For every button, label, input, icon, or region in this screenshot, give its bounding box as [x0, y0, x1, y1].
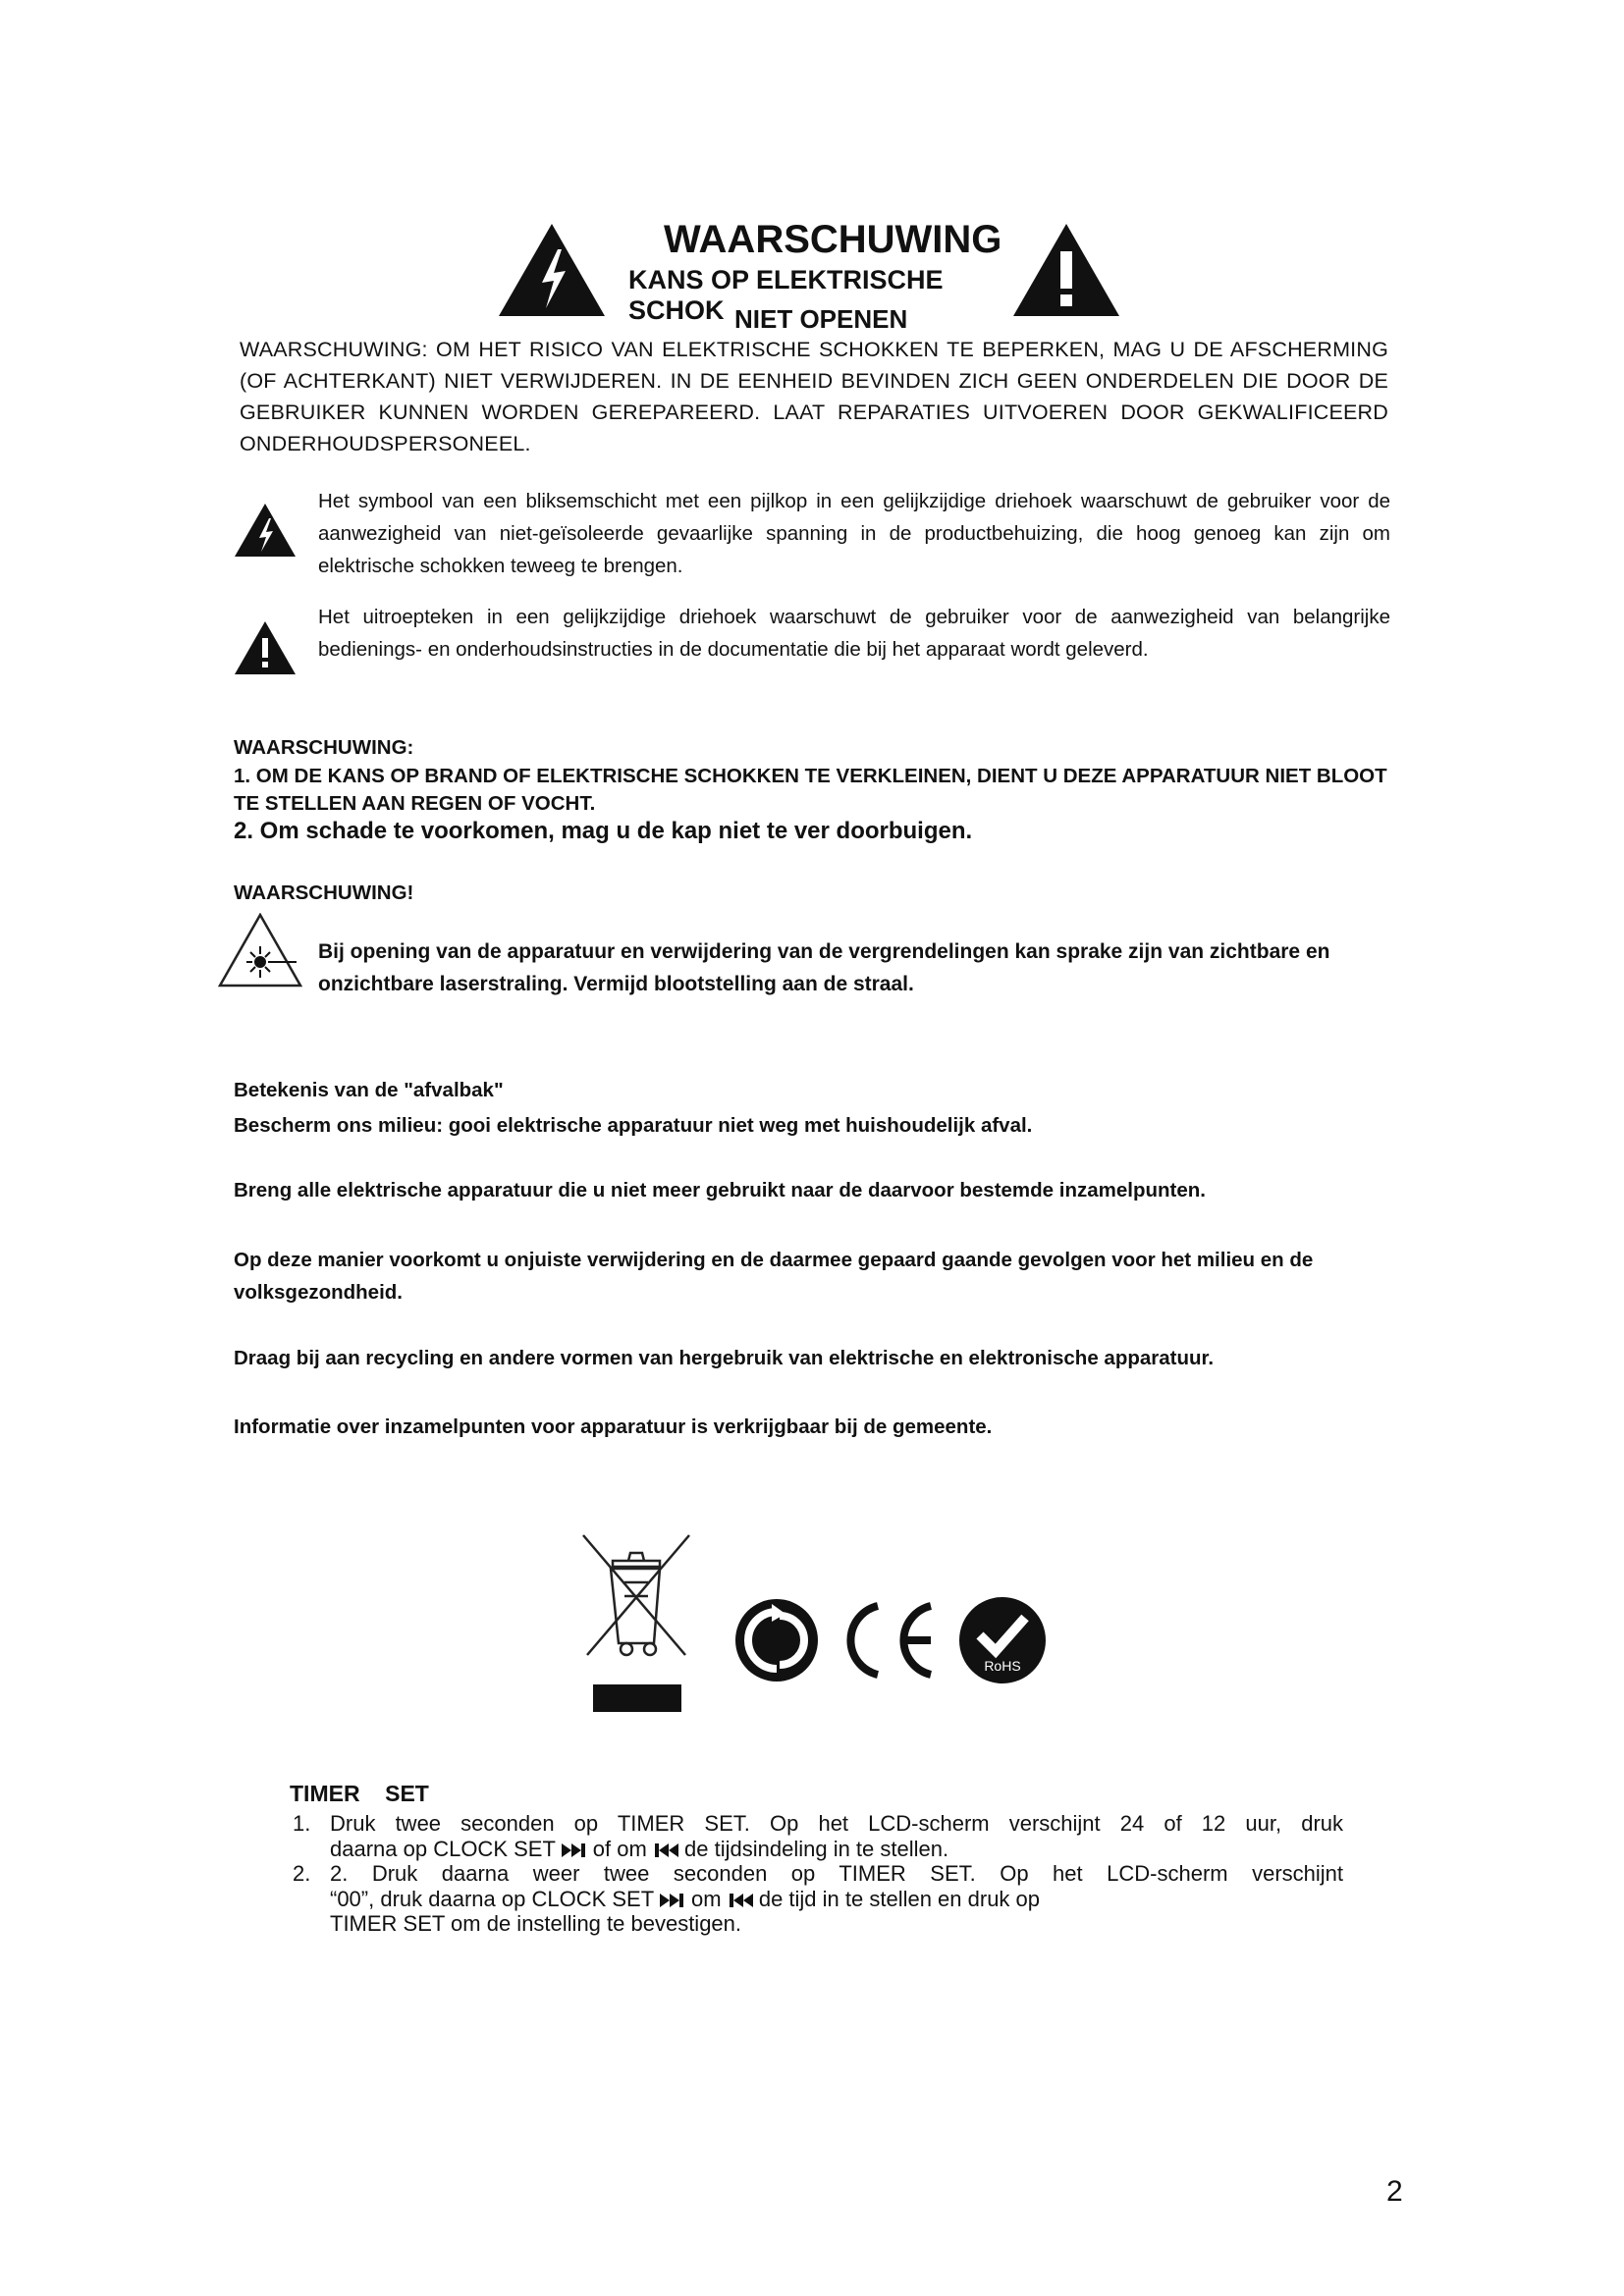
green-dot-icon	[734, 1598, 819, 1682]
page-title: WAARSCHUWING	[664, 218, 1002, 261]
weee-bin-icon	[577, 1527, 695, 1724]
timer-step-1	[293, 1811, 1343, 1861]
exclamation-symbol-row	[234, 601, 1392, 669]
previous-track-icon	[728, 1894, 753, 1907]
warning-item-1: 1. OM DE KANS OP BRAND OF ELEKTRISCHE SCHOKKEN TE VERKLEINEN, DIENT U DEZE APPARATUUR NIET BLOOT TE STELLEN AAN REGEN OF VOCHT.	[234, 765, 1387, 815]
page-subtitle-2: NIET OPENEN	[734, 304, 908, 334]
waste-heading: Betekenis van de "afvalbak"	[234, 1079, 504, 1101]
exclamation-warning-icon	[1011, 222, 1121, 318]
exclamation-symbol-icon	[234, 620, 297, 675]
waste-paragraph-2: Breng alle elektrische apparatuur die u niet meer gebruikt naar de daarvoor bestemde inzamelpunten.	[234, 1179, 1206, 1201]
exclamation-symbol-text: Het uitroepteken in een gelijkzijdige driehoek waarschuwt de gebruiker voor de aanwezigheid van belangrijke bedienings- en onderhoudsinstructies in de documentatie die bij het apparaat wordt geleverd.	[318, 606, 1390, 661]
waste-paragraph-3: Op deze manier voorkomt u onjuiste verwijdering en de daarmee gepaard gaande gevolgen voor het milieu en de volksgezondheid.	[234, 1249, 1314, 1304]
next-track-icon	[660, 1894, 685, 1907]
previous-track-icon	[653, 1843, 678, 1857]
warning-heading: WAARSCHUWING:	[234, 736, 414, 759]
step-1-line-2-c: de tijdsindeling in te stellen.	[684, 1836, 949, 1861]
waste-paragraph-5: Informatie over inzamelpunten voor apparatuur is verkrijgbaar bij de gemeente.	[234, 1415, 993, 1438]
lightning-symbol-icon	[234, 503, 297, 558]
step-2-line-2-b: om	[691, 1886, 722, 1911]
step-number: 1.	[293, 1811, 311, 1836]
ce-label	[0, 0, 1, 1]
page-subtitle: KANS OP ELEKTRISCHE SCHOK	[628, 265, 944, 325]
lightning-warning-icon	[497, 222, 607, 318]
waste-paragraph-4: Draag bij aan recycling en andere vormen van hergebruik van elektrische en elektronische apparatuur.	[234, 1347, 1215, 1369]
step-2-line-1: 2. Druk daarna weer twee seconden op TIMER SET. Op het LCD-scherm verschijnt	[330, 1861, 1343, 1886]
next-track-icon	[562, 1843, 587, 1857]
laser-warning-icon	[218, 913, 302, 988]
step-1-line-1: Druk twee seconden op TIMER SET. Op het LCD-scherm verschijnt 24 of 12 uur, druk	[330, 1811, 1343, 1836]
page-number: 2	[1386, 2175, 1403, 2208]
step-1-line-2-b: of om	[592, 1836, 647, 1861]
timer-set-list	[293, 1811, 1343, 1937]
rohs-icon	[958, 1596, 1047, 1684]
lightning-symbol-row	[234, 485, 1392, 583]
intro-warning-text: WAARSCHUWING: OM HET RISICO VAN ELEKTRISCHE SCHOKKEN TE BEPERKEN, MAG U DE AFSCHERMING (OF ACHTERKANT) NIET VERWIJDEREN. IN DE EENHEID BEVINDEN ZICH GEEN ONDERDELEN DIE DOOR DE GEBRUIKER KUNNEN WORDEN GEREPAREERD. LAAT REPARATIES UITVOEREN DOOR GEKWALIFICEERD ONDERHOUDSPERSONEEL.	[240, 338, 1388, 455]
timer-set-heading: TIMER SET	[290, 1781, 429, 1806]
step-2-line-2-a: “00”, druk daarna op CLOCK SET	[330, 1886, 654, 1911]
laser-warning-text: Bij opening van de apparatuur en verwijdering van de vergrendelingen kan sprake zijn van zichtbare en onzichtbare laserstraling. Vermijd blootstelling aan de straal.	[318, 940, 1330, 995]
step-1-line-2-a: daarna op CLOCK SET	[330, 1836, 556, 1861]
step-2-line-2	[330, 1887, 1343, 1912]
rohs-label: RoHS	[984, 1658, 1021, 1674]
timer-step-2	[293, 1861, 1343, 1937]
step-2-line-2-c: de tijd in te stellen en druk op	[758, 1886, 1041, 1911]
lightning-symbol-text: Het symbool van een bliksemschicht met een pijlkop in een gelijkzijdige driehoek waarschuwt de gebruiker voor de aanwezigheid van niet-geïsoleerde gevaarlijke spanning in de productbehuizing, die hoog genoeg kan zijn om elektrische schokken teweeg te brengen.	[318, 490, 1390, 577]
laser-warning-heading: WAARSCHUWING!	[234, 881, 414, 904]
ce-mark-icon	[833, 1598, 941, 1682]
step-1-line-2	[330, 1837, 1343, 1862]
step-2-line-3: TIMER SET om de instelling te bevestigen.	[330, 1911, 742, 1936]
step-number: 2.	[293, 1861, 311, 1886]
waste-paragraph-1: Bescherm ons milieu: gooi elektrische apparatuur niet weg met huishoudelijk afval.	[234, 1114, 1033, 1137]
warning-item-2: 2. Om schade te voorkomen, mag u de kap niet te ver doorbuigen.	[234, 818, 973, 844]
